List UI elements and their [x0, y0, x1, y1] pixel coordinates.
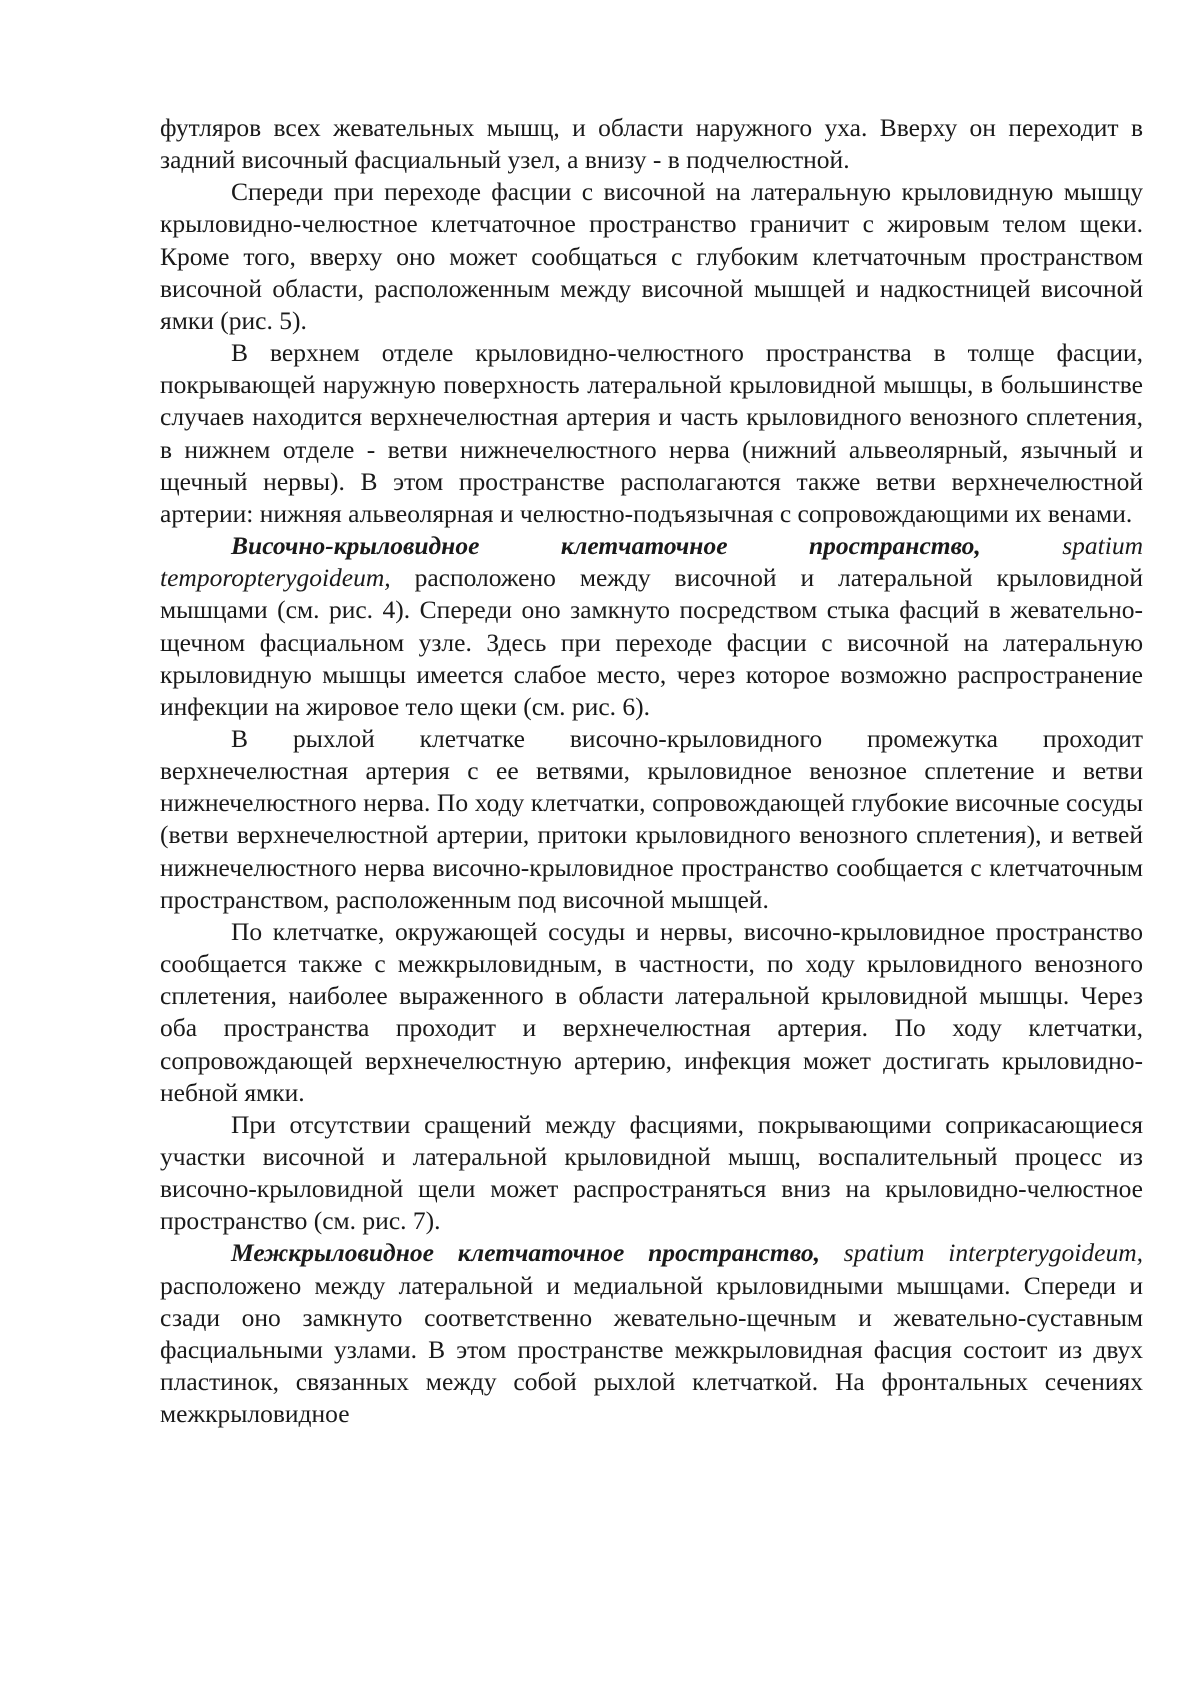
paragraph-text: Спереди при переходе фасции с височной на латеральную крыловидную мышцу крыловидно-челюстное клетчаточное пространство граничит с жировым телом щеки. Кроме того, вверху оно может сообщаться с глубоким клетчаточным пространством височной области, расположенным между височной мышцей и надкостницей височной ямки (рис. 5). [160, 177, 1143, 335]
paragraph-text: расположено между латеральной и медиальной крыловидными мышцами. Спереди и сзади оно замкнуто соответственно жевательно-щечным и жевательно-суставным фасциальными узлами. В этом пространстве межкрыловидная фасция состоит из двух пластинок, связанных между собой рыхлой клетчаткой. На фронтальных сечениях межкрыловидное [160, 1270, 1143, 1429]
paragraph-8 [160, 1237, 1143, 1430]
latin-term: spatium temporopterygoideum, [160, 531, 1144, 593]
paragraph-text: В рыхлой клетчатке височно-крыловидного промежутка проходит верхнечелюстная артерия с ее ветвями, крыловидное венозное сплетение и ветви нижнечелюстного нерва. По ходу клетчатки, сопровождающей глубокие височные сосуды (ветви верхнечелюстной артерии, притоки крыловидного венозного сплетения), и ветвей нижнечелюстного нерва височно-крыловидное пространство сообщается с клетчаточным пространством, расположенным под височной мышцей. [160, 723, 1143, 914]
paragraph-7 [160, 1109, 1143, 1238]
paragraph-text: расположено между височной и латеральной крыловидной мышцами (см. рис. 4). Спереди оно замкнуто посредством стыка фасций в жевательно-щечном фасциальном узле. Здесь при переходе фасции с височной на латеральную крыловидную мышцы имеется слабое место, через которое возможно распространение инфекции на жировое тело щеки (см. рис. 6). [160, 563, 1143, 721]
paragraph-5 [160, 723, 1143, 916]
document-body [160, 112, 1143, 1430]
spacer-text [981, 531, 1062, 560]
paragraph-3 [160, 337, 1143, 530]
paragraph-text: При отсутствии сращений между фасциями, покрывающими соприкасающиеся участки височной и латеральной крыловидной мышц, воспалительный процесс из височно-крыловидной щели может распространяться вниз на крыловидно-челюстное пространство (см. рис. 7). [160, 1109, 1143, 1236]
paragraph-2 [160, 176, 1143, 337]
paragraph-4 [160, 530, 1143, 723]
paragraph-text: По клетчатке, окружающей сосуды и нервы, височно-крыловидное пространство сообщается также с межкрыловидным, в частности, по ходу крыловидного венозного сплетения, наиболее выраженного в области латеральной крыловидной мышцы. Через оба пространства проходит и верхнечелюстная артерия. По ходу клетчатки, сопровождающей верхнечелюстную артерию, инфекция может достигать крыловидно-небной ямки. [160, 916, 1143, 1107]
spacer-text [820, 1238, 844, 1267]
paragraph-1 [160, 112, 1143, 176]
paragraph-6 [160, 916, 1143, 1109]
section-term: Височно-крыловидное клетчаточное пространство, [231, 531, 981, 561]
paragraph-text: футляров всех жевательных мышц, и области наружного уха. Вверху он переходит в задний височный фасциальный узел, а внизу - в подчелюстной. [160, 113, 1143, 175]
latin-term: spatium interpterygoideum, [843, 1238, 1143, 1268]
section-term: Межкрыловидное клетчаточное пространство, [231, 1238, 820, 1268]
paragraph-text: В верхнем отделе крыловидно-челюстного пространства в толще фасции, покрывающей наружную поверхность латеральной крыловидной мышцы, в большинстве случаев находится верхнечелюстная артерия и часть крыловидного венозного сплетения, в нижнем отделе - ветви нижнечелюстного нерва (нижний альвеолярный, язычный и щечный нервы). В этом пространстве располагаются также ветви верхнечелюстной артерии: нижняя альвеолярная и челюстно-подъязычная с сопровождающими их венами. [160, 338, 1143, 528]
